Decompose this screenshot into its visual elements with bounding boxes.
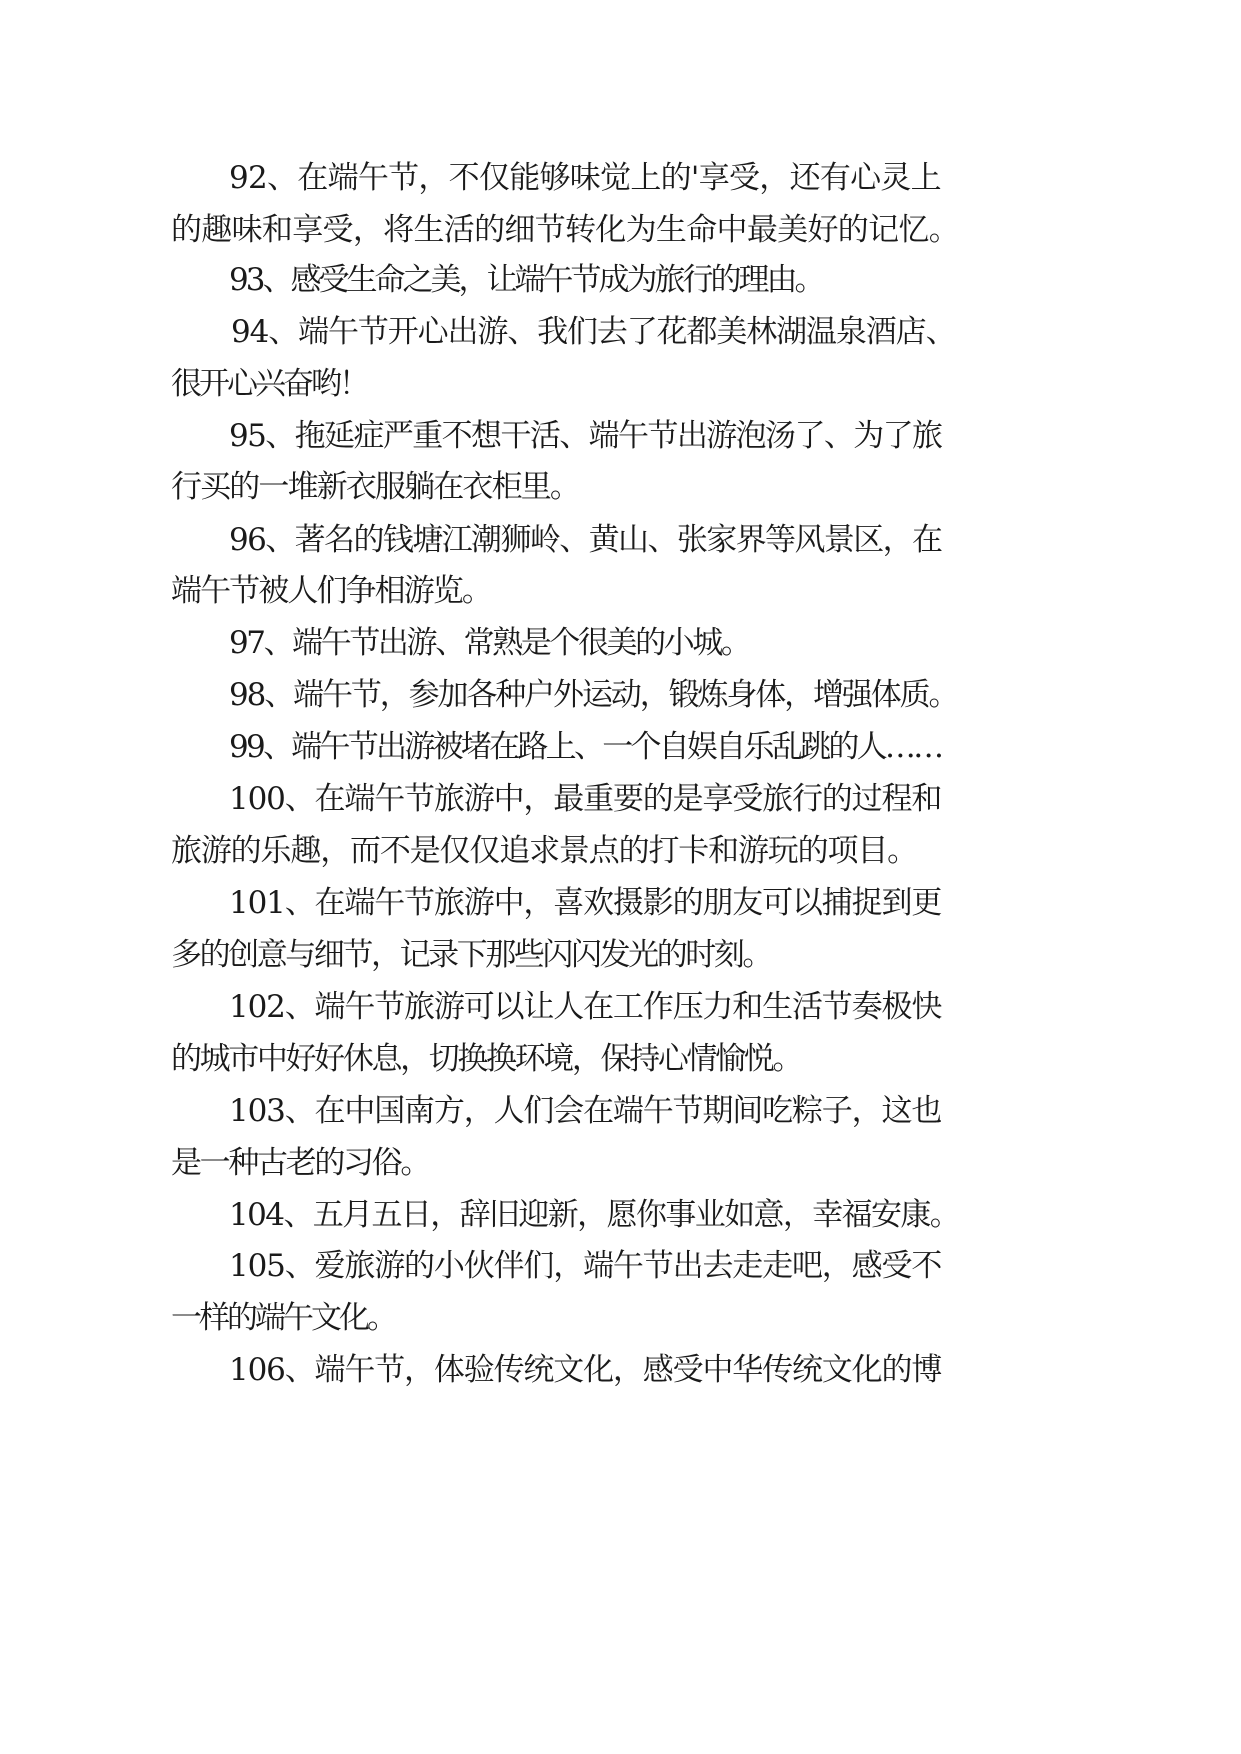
paragraph-99-first-line: 99、端午节出游被堵在路上、一个自娱自乐乱跳的人…… [229, 729, 942, 765]
paragraph-92-first-line: 92、在端午节，不仅能够味觉上的'享受，还有心灵上 [229, 160, 941, 196]
paragraph-101-first-line: 101、在端午节旅游中，喜欢摄影的朋友可以捕捉到更 [229, 885, 942, 921]
paragraph-94-continuation-line: 很开心兴奋哟！ [171, 366, 367, 402]
paragraph-93-first-line: 93、感受生命之美，让端午节成为旅行的理由。 [229, 262, 823, 298]
paragraph-104-first-line: 104、五月五日，辞旧迎新，愿你事业如意，幸福安康。 [229, 1197, 960, 1233]
paragraph-100-continuation-line: 旅游的乐趣，而不是仅仅追求景点的打卡和游玩的项目。 [171, 833, 917, 869]
paragraph-101-continuation-line: 多的创意与细节，记录下那些闪闪发光的时刻。 [171, 937, 771, 973]
paragraph-94-first-line: 94、端午节开心出游、我们去了花都美林湖温泉酒店、 [231, 314, 956, 350]
paragraph-96-continuation-line: 端午节被人们争相游览。 [171, 573, 491, 609]
paragraph-100-first-line: 100、在端午节旅游中，最重要的是享受旅行的过程和 [229, 781, 942, 817]
paragraph-106-first-line: 106、端午节，体验传统文化，感受中华传统文化的博 [229, 1352, 942, 1388]
paragraph-102-first-line: 102、端午节旅游可以让人在工作压力和生活节奏极快 [229, 989, 942, 1025]
paragraph-95-first-line: 95、拖延症严重不想干活、端午节出游泡汤了、为了旅 [229, 418, 942, 454]
paragraph-105-continuation-line: 一样的端午文化。 [171, 1300, 395, 1336]
paragraph-95-continuation-line: 行买的一堆新衣服躺在衣柜里。 [171, 469, 579, 505]
paragraph-103-first-line: 103、在中国南方，人们会在端午节期间吃粽子，这也 [229, 1093, 942, 1129]
paragraph-105-first-line: 105、爱旅游的小伙伴们，端午节出去走走吧，感受不 [229, 1248, 942, 1284]
paragraph-97-first-line: 97、端午节出游、常熟是个很美的小城。 [229, 625, 750, 661]
paragraph-96-first-line: 96、著名的钱塘江潮狮岭、黄山、张家界等风景区，在 [229, 522, 942, 558]
paragraph-92-continuation-line: 的趣味和享受，将生活的细节转化为生命中最美好的记忆。 [171, 212, 959, 248]
paragraph-98-first-line: 98、端午节，参加各种户外运动，锻炼身体，增强体质。 [229, 677, 958, 713]
paragraph-103-continuation-line: 是一种古老的习俗。 [171, 1145, 429, 1181]
paragraph-102-continuation-line: 的城市中好好休息，切换换环境，保持心情愉悦。 [171, 1041, 801, 1077]
